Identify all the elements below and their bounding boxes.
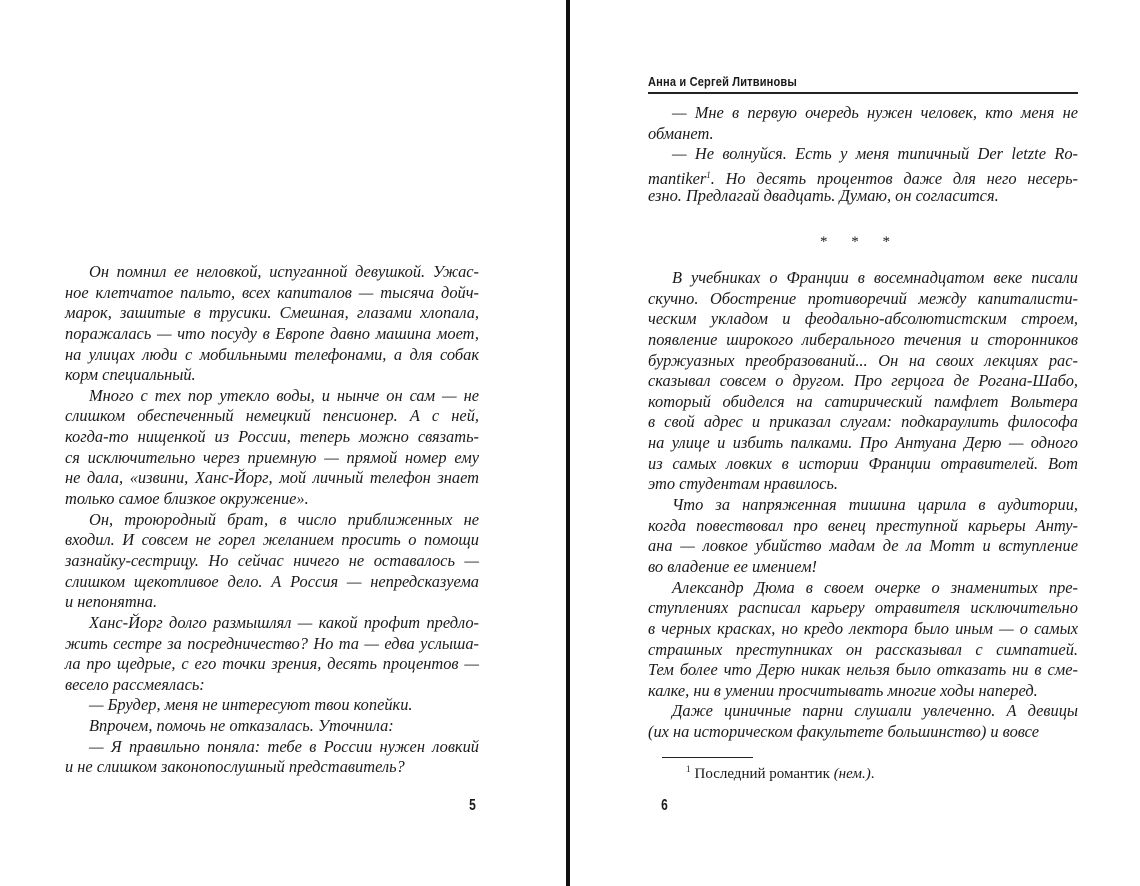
footnote-text: Последний романтик bbox=[694, 766, 834, 782]
text-line: и непонятна. bbox=[65, 592, 158, 612]
text-line: Он помнил ее неловкой, испуганной девушкой. Ужас- bbox=[89, 262, 479, 281]
page-number-left: 5 bbox=[469, 797, 476, 814]
text-line: ческим укладом и феодально-абсолютистским строем, bbox=[648, 309, 1078, 329]
footnote-rule bbox=[662, 757, 753, 758]
text-line: калке, ни в умении просчитывать многие ходы наперед. bbox=[648, 680, 1038, 700]
text-line: ана — ловкое убийство мадам де ла Мотт и вступление bbox=[648, 536, 1078, 556]
text-line: — Не волнуйся. Есть у меня типичный Der letzte Ro- bbox=[672, 144, 1078, 164]
text-line: который обиделся на сатирический памфлет Вольтера bbox=[648, 391, 1078, 411]
text-line: Впрочем, помочь не отказалась. Уточнила: bbox=[89, 716, 394, 736]
text-line: в черных красках, но кредо лектора было иным — о самых bbox=[648, 618, 1078, 638]
text-line: марок, зашитые в трусики. Смешная, глазами хлопала, bbox=[65, 303, 479, 323]
text-line: появление широкого либерального течения и сторонников bbox=[648, 329, 1078, 349]
text-line: — Я правильно поняла: тебе в России нужен ловкий bbox=[89, 736, 479, 756]
text-line: весело рассмеялась: bbox=[65, 674, 205, 694]
text-fragment: . Но десять процентов даже для него несерь- bbox=[710, 168, 1078, 188]
text-line: обманет. bbox=[648, 123, 714, 143]
text-line: слишком обеспеченный немецкий пенсионер. А с ней, bbox=[65, 406, 479, 426]
text-line: ла про щедрые, с его точки зрения, десять процентов — bbox=[65, 654, 479, 674]
text-line: езно. Предлагай двадцать. Думаю, он согласится. bbox=[648, 185, 999, 205]
text-line: Много с тех пор утекло воды, и нынче он сам — не bbox=[89, 385, 479, 405]
text-line: во владение ее имением! bbox=[648, 556, 818, 576]
text-line: страшных преступниках он рассказывал с симпатией. bbox=[648, 639, 1078, 659]
text-line: в свой адрес и приказал слугам: подкараулить философа bbox=[648, 412, 1078, 432]
text-line: на улицах люди с мобильными телефонами, а для собак bbox=[65, 344, 479, 364]
footnote-end: . bbox=[870, 766, 875, 782]
text-line: Александр Дюма в своем очерке о знаменитых пре- bbox=[672, 577, 1078, 597]
text-line: скучно. Обострение противоречий между капиталисти- bbox=[648, 288, 1078, 308]
text-line: корм специальный. bbox=[65, 365, 196, 385]
text-line: входил. И совсем не горел желанием просить о помощи bbox=[65, 530, 479, 550]
text-line: ступлениях расписал карьеру отравителя исключительно bbox=[648, 598, 1078, 618]
foreign-word: mantiker bbox=[648, 168, 707, 188]
header-rule bbox=[648, 92, 1078, 94]
text-line: Даже циничные парни слушали увлеченно. А девицы bbox=[672, 701, 1078, 721]
text-line: когда повествовал про венец преступной карьеры Анту- bbox=[648, 515, 1078, 535]
text-line bbox=[648, 165, 1078, 186]
right-page-body-text bbox=[648, 268, 1078, 743]
text-line: ное клетчатое пальто, всех капиталов — тысяча дойч- bbox=[65, 282, 479, 302]
running-header: Анна и Сергей Литвиновы bbox=[648, 74, 798, 89]
section-separator: * * * bbox=[820, 234, 900, 250]
text-line: на улице и избить палками. Про Антуана Дерю — одного bbox=[648, 433, 1078, 453]
footnote bbox=[686, 764, 874, 783]
text-line: буржуазных преобразований... Он на своих лекциях рас- bbox=[648, 350, 1078, 370]
footnote-mark: 1 bbox=[686, 764, 691, 774]
text-line: слишком щекотливое дело. А Россия — непредсказуема bbox=[65, 571, 479, 591]
text-line: Он, троюродный брат, в число приближенных не bbox=[89, 509, 479, 529]
text-line: ся исключительно через приемную — прямой номер ему bbox=[65, 447, 479, 467]
footnote-lang: (нем.) bbox=[833, 766, 871, 782]
text-line: из самых ловких в истории Франции отравителей. Вот bbox=[648, 453, 1078, 473]
text-line: жить сестре за посредничество? Но та — едва услыша- bbox=[65, 633, 479, 653]
text-line: и не слишком законопослушный представитель? bbox=[65, 757, 405, 777]
text-line: только самое близкое окружение». bbox=[65, 489, 309, 509]
footnote-marker[interactable]: 1 bbox=[706, 169, 711, 180]
text-line: Тем более что Дерю никак нельзя было отказать ни в сме- bbox=[648, 660, 1078, 680]
text-line: — Брудер, меня не интересуют твои копейки. bbox=[89, 695, 413, 715]
text-line: В учебниках о Франции в восемнадцатом веке писали bbox=[672, 268, 1078, 287]
text-line: сказывал совсем о другом. Про герцога де Рогана-Шабо, bbox=[648, 371, 1078, 391]
text-line: Ханс-Йорг долго размышлял — какой профит предло- bbox=[89, 612, 479, 632]
left-page-body-text bbox=[65, 262, 479, 778]
text-line: не дала, «извини, Ханс-Йорг, мой личный телефон знает bbox=[65, 468, 479, 488]
text-line: — Мне в первую очередь нужен человек, кто меня не bbox=[672, 103, 1078, 122]
text-line: это студентам нравилось. bbox=[648, 474, 838, 494]
text-line: (их на историческом факультете большинство) и вовсе bbox=[648, 722, 1039, 742]
left-page bbox=[0, 0, 566, 886]
text-line: поражалась — что посуду в Европе давно машина моет, bbox=[65, 323, 479, 343]
dialogue-block bbox=[648, 103, 1078, 206]
page-number-right: 6 bbox=[661, 797, 668, 814]
text-line: когда-то нищенкой из России, теперь можно связать- bbox=[65, 427, 479, 447]
text-line: Что за напряженная тишина царила в аудитории, bbox=[672, 495, 1078, 515]
text-line: зазнайку-сестрицу. Но сейчас ничего не оставалось — bbox=[65, 550, 479, 570]
